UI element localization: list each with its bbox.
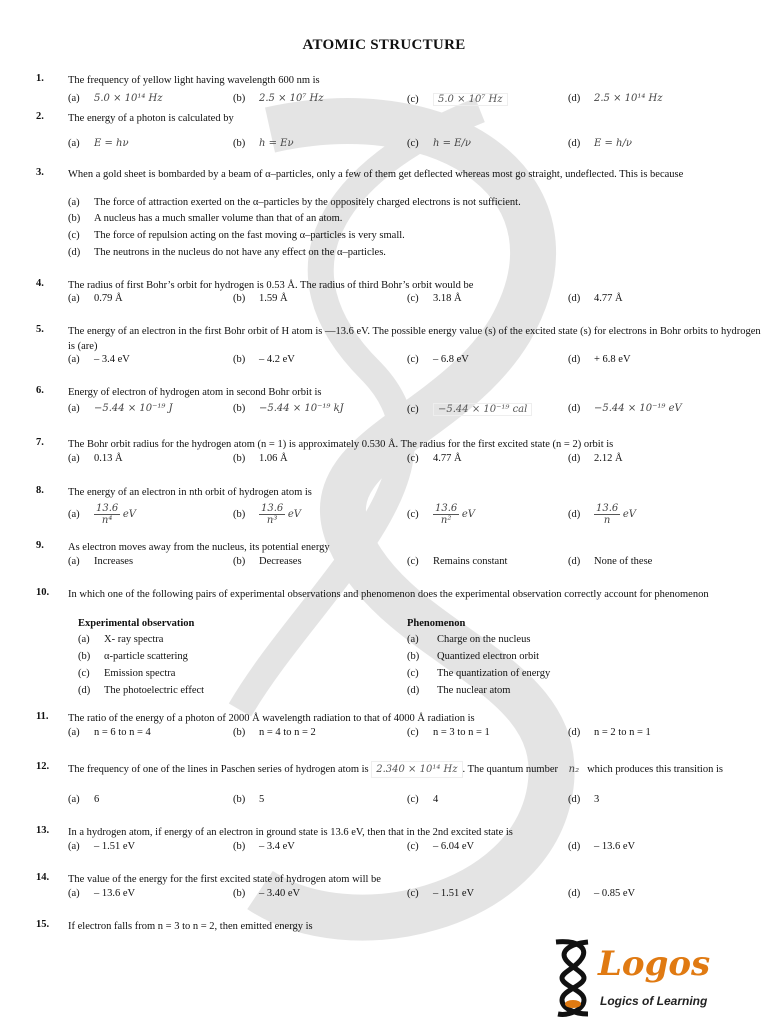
question-text: As electron moves away from the nucleus, its potential energy bbox=[68, 542, 330, 553]
col1-item-c: (c) Emission spectra bbox=[78, 668, 176, 679]
option-a: (a) The force of attraction exerted on the α–particles by the oppositely charged electrons is not sufficient. bbox=[68, 197, 521, 208]
col2-item-c: (c) The quantization of energy bbox=[407, 668, 551, 679]
option-d: (d) 3 bbox=[568, 794, 600, 805]
question-number: 6. bbox=[36, 385, 44, 396]
option-b: (b) n = 4 to n = 2 bbox=[233, 727, 316, 738]
question-text: Energy of electron of hydrogen atom in second Bohr orbit is bbox=[68, 387, 322, 398]
option-b: (b) 1.59 Å bbox=[233, 293, 288, 304]
option-c: (c) The force of repulsion acting on the fast moving α–particles is very small. bbox=[68, 230, 405, 241]
option-b: (b) – 3.4 eV bbox=[233, 841, 295, 852]
hourglass-icon bbox=[548, 938, 598, 1018]
brand-logo bbox=[548, 938, 738, 1018]
option-a: (a) 6 bbox=[68, 794, 100, 805]
option-b: (b) – 4.2 eV bbox=[233, 354, 295, 365]
question-number: 11. bbox=[36, 711, 49, 722]
question-text: The ratio of the energy of a photon of 2000 Å wavelength radiation to that of 4000 Å radiation is bbox=[68, 713, 475, 724]
question-text: The Bohr orbit radius for the hydrogen atom (n = 1) is approximately 0.530 Å. The radius for the first excited state (n = 2) orbit is bbox=[68, 439, 614, 450]
question-text: The frequency of yellow light having wavelength 600 nm is bbox=[68, 75, 320, 86]
col2-item-b: (b) Quantized electron orbit bbox=[407, 651, 540, 662]
question-text: The frequency of one of the lines in Paschen series of hydrogen atom is 2.340 × 10¹⁴ Hz . The quantum number n₂ which produces this transition is bbox=[68, 761, 768, 778]
question-number: 8. bbox=[36, 485, 44, 496]
option-a: (a) 0.13 Å bbox=[68, 453, 123, 464]
question-text: The value of the energy for the first excited state of hydrogen atom will be bbox=[68, 874, 381, 885]
col2-item-d: (d) The nuclear atom bbox=[407, 685, 511, 696]
option-d: (d) E = h/ν bbox=[568, 138, 632, 149]
option-a: (a) 0.79 Å bbox=[68, 293, 123, 304]
option-c: (c) – 6.04 eV bbox=[407, 841, 475, 852]
option-c: (c) −5.44 × 10⁻¹⁹ cal bbox=[407, 403, 532, 416]
question-text: In which one of the following pairs of experimental observations and phenomenon does the experimental observation correctly account for phenomenon bbox=[68, 589, 709, 600]
option-a: (a) – 3.4 eV bbox=[68, 354, 130, 365]
option-d: (d) – 0.85 eV bbox=[568, 888, 636, 899]
option-c: (c) $\frac{13.6}{\text{n²}}$ eV bbox=[407, 503, 476, 526]
option-d: (d) 2.5 × 10¹⁴ Hz bbox=[568, 93, 663, 104]
option-a: (a) – 13.6 eV bbox=[68, 888, 136, 899]
question-number: 7. bbox=[36, 437, 44, 448]
option-c: (c) – 6.8 eV bbox=[407, 354, 469, 365]
col1-header: Experimental observation bbox=[78, 618, 195, 629]
question-number: 15. bbox=[36, 919, 50, 930]
col2-item-a: (a) Charge on the nucleus bbox=[407, 634, 531, 645]
option-d: (d) 4.77 Å bbox=[568, 293, 623, 304]
col1-item-a: (a) X- ray spectra bbox=[78, 634, 164, 645]
option-c: (c) 5.0 × 10⁷ Hz bbox=[407, 93, 508, 106]
option-d: (d) + 6.8 eV bbox=[568, 354, 631, 365]
option-c: (c) h = E/ν bbox=[407, 138, 471, 149]
question-number: 12. bbox=[36, 761, 50, 772]
option-a: (a) E = hν bbox=[68, 138, 129, 149]
question-number: 1. bbox=[36, 73, 44, 84]
option-a: (a) Increases bbox=[68, 556, 134, 567]
question-number: 3. bbox=[36, 167, 44, 178]
option-c: (c) 4.77 Å bbox=[407, 453, 462, 464]
option-a: (a) – 1.51 eV bbox=[68, 841, 136, 852]
question-text: The energy of an electron in the first Bohr orbit of H atom is —13.6 eV. The possible energy value (s) of the excited state (s) for electrons in Bohr orbits to hydrogen is (are) bbox=[68, 326, 761, 352]
option-a: (a) $\frac{13.6}{\text{n⁴}}$ eV bbox=[68, 503, 137, 526]
option-a: (a) −5.44 × 10⁻¹⁹ J bbox=[68, 403, 173, 414]
option-a: (a) n = 6 to n = 4 bbox=[68, 727, 151, 738]
option-d: (d) −5.44 × 10⁻¹⁹ eV bbox=[568, 403, 682, 414]
option-a: (a) 5.0 × 10¹⁴ Hz bbox=[68, 93, 163, 104]
option-b: (b) A nucleus has a much smaller volume than that of an atom. bbox=[68, 213, 343, 224]
question-number: 5. bbox=[36, 324, 44, 335]
option-b: (b) h = Eν bbox=[233, 138, 294, 149]
option-b: (b) −5.44 × 10⁻¹⁹ kJ bbox=[233, 403, 344, 414]
option-c: (c) – 1.51 eV bbox=[407, 888, 475, 899]
question-text: The energy of a photon is calculated by bbox=[68, 113, 234, 124]
col1-item-b: (b) α-particle scattering bbox=[78, 651, 188, 662]
col2-header: Phenomenon bbox=[407, 618, 466, 629]
option-c: (c) 4 bbox=[407, 794, 439, 805]
question-text: In a hydrogen atom, if energy of an electron in ground state is 13.6 eV, then that in the 2nd excited state is bbox=[68, 827, 513, 838]
option-b: (b) – 3.40 eV bbox=[233, 888, 301, 899]
question-text: If electron falls from n = 3 to n = 2, then emitted energy is bbox=[68, 921, 313, 932]
option-b: (b) Decreases bbox=[233, 556, 302, 567]
option-d: (d) $\frac{13.6}{n}$ eV bbox=[568, 503, 637, 526]
option-b: (b) 2.5 × 10⁷ Hz bbox=[233, 93, 324, 104]
question-number: 14. bbox=[36, 872, 50, 883]
question-number: 4. bbox=[36, 278, 44, 289]
col1-item-d: (d) The photoelectric effect bbox=[78, 685, 205, 696]
option-d: (d) – 13.6 eV bbox=[568, 841, 636, 852]
option-c: (c) n = 3 to n = 1 bbox=[407, 727, 490, 738]
question-text: The energy of an electron in nth orbit of hydrogen atom is bbox=[68, 487, 312, 498]
option-c: (c) Remains constant bbox=[407, 556, 508, 567]
option-d: (d) n = 2 to n = 1 bbox=[568, 727, 651, 738]
question-number: 9. bbox=[36, 540, 44, 551]
page-title: ATOMIC STRUCTURE bbox=[302, 37, 466, 53]
logo-tagline: Logics of Learning bbox=[600, 994, 708, 1008]
option-b: (b) $\frac{13.6}{\text{n³}}$ eV bbox=[233, 503, 302, 526]
question-number: 2. bbox=[36, 111, 44, 122]
logo-name: Logos bbox=[598, 944, 711, 984]
option-d: (d) 2.12 Å bbox=[568, 453, 623, 464]
option-c: (c) 3.18 Å bbox=[407, 293, 462, 304]
option-d: (d) The neutrons in the nucleus do not have any effect on the α–particles. bbox=[68, 247, 386, 258]
option-d: (d) None of these bbox=[568, 556, 653, 567]
question-number: 13. bbox=[36, 825, 50, 836]
question-number: 10. bbox=[36, 587, 50, 598]
option-b: (b) 1.06 Å bbox=[233, 453, 288, 464]
question-text: When a gold sheet is bombarded by a beam of α–particles, only a few of them get deflected whereas most go straight, undeflected. This is because bbox=[68, 169, 684, 180]
option-b: (b) 5 bbox=[233, 794, 265, 805]
question-text: The radius of first Bohr’s orbit for hydrogen is 0.53 Å. The radius of third Bohr’s orbit would be bbox=[68, 280, 474, 291]
